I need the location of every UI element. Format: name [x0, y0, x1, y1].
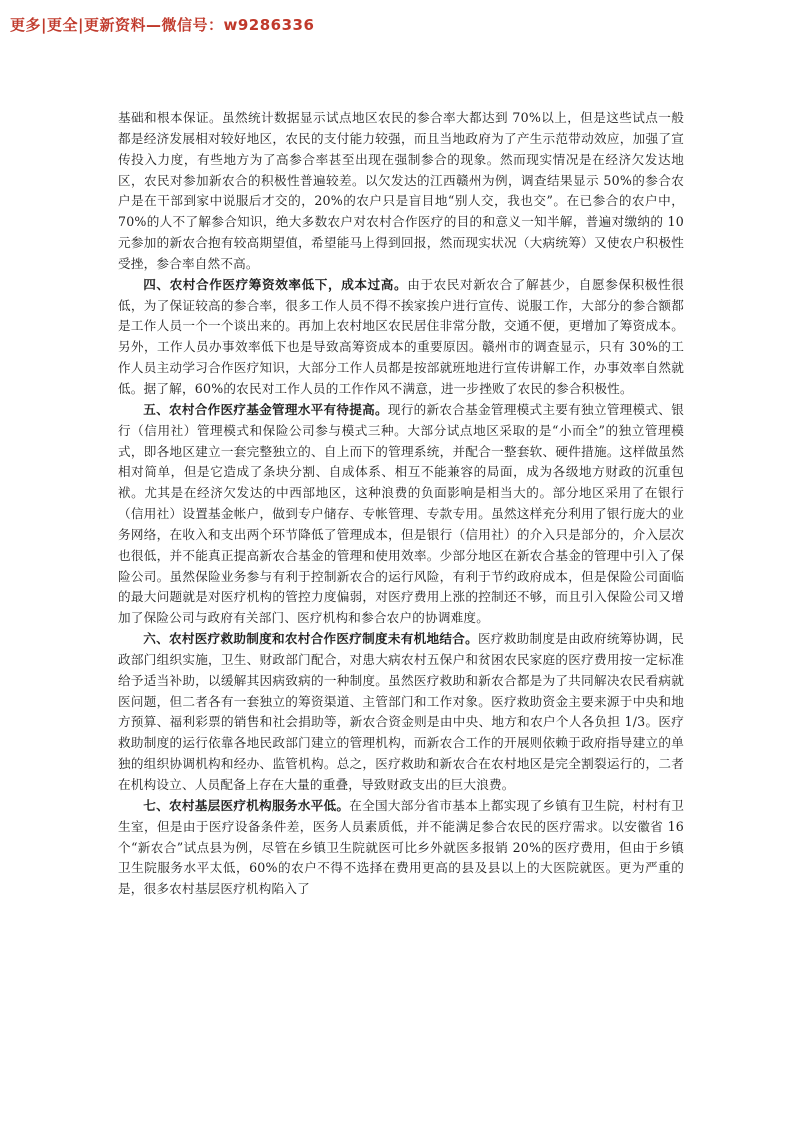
paragraph-participation-rate: 基础和根本保证。虽然统计数据显示试点地区农民的参合率大都达到 70%以上，但是这些试点一般都是经济发展相对较好地区，农民的支付能力较强，而且当地政府为了产生示范带动效应，加强了宣传投入力度，有些地方为了高参合率甚至出现在强制参合的现象。然而现实情况是在经济欠发达地区，农民对参加新农合的积极性普遍较差。以欠发达的江西赣州为例，调查结果显示 50%的参合农户是在干部到家中说服后才交的，20%的农户只是盲目地“别人交，我也交”。在已参合的农户中，70%的人不了解参合知识，绝大多数农户对农村合作医疗的目的和意义一知半解，普遍对缴纳的 10 元参加的新农合抱有较高期望值，希望能马上得到回报，然而现实状况（大病统筹）又使农户积极性受挫，参合率自然不高。 [118, 110, 684, 271]
section-heading-7: 七、农村基层医疗机构服务水平低。 [143, 797, 350, 813]
paragraph-fund-management [118, 400, 684, 629]
section-text-4: 由于农民对新农合了解甚少，自愿参保积极性很低，为了保证较高的参合率，很多工作人员不得不挨家挨户进行宣传、说服工作，大部分的参合额都是工作人员一个一个谈出来的。再加上农村地区农民居住非常分散，交通不便，更增加了筹资成本。另外，工作人员办事效率低下也是导致高筹资成本的重要原因。赣州市的调查显示，只有 30%的工作人员主动学习合作医疗知识，大部分工作人员都是按部就班地进行宣传讲解工作，办事效率自然就低。据了解，60%的农民对工作人员的工作作风不满意，进一步挫败了农民的参合积极性。 [118, 276, 685, 396]
section-heading-5: 五、农村合作医疗基金管理水平有待提高。 [143, 401, 388, 417]
section-heading-6: 六、农村医疗救助制度和农村合作医疗制度未有机地结合。 [143, 631, 479, 647]
section-text-6: 医疗救助制度是由政府统筹协调，民政部门组织实施，卫生、财政部门配合，对患大病农村五保户和贫困农民家庭的医疗费用按一定标准给予适当补助，以缓解其因病致病的一种制度。虽然医疗救助和新农合都是为了共同解决农民看病就医问题，但二者各有一套独立的筹资渠道、主管部门和工作对象。医疗救助资金主要来源于中央和地方预算、福利彩票的销售和社会捐助等，新农合资金则是由中央、地方和农户个人各负担 1/3。医疗救助制度的运行依靠各地民政部门建立的管理机构，而新农合工作的开展则依赖于政府指导建立的单独的组织协调机构和经办、监管机构。总之，医疗救助和新农合在农村地区是完全割裂运行的，二者在机构设立、人员配备上存在大量的重叠，导致财政支出的巨大浪费。 [118, 631, 685, 792]
document-body [118, 108, 684, 900]
wechat-banner: 更多|更全|更新资料—微信号：w9286336 [10, 16, 315, 34]
section-text-7: 在全国大部分省市基本上都实现了乡镇有卫生院，村村有卫生室，但是由于医疗设备条件差，医务人员素质低，并不能满足参合农民的医疗需求。以安徽省 16 个“新农合”试点县为例，尽管在乡镇卫生院就医可比乡外就医多报销 20%的医疗费用，但由于乡镇卫生院服务水平太低，60%的农户不得不选择在费用更高的县及县以上的大医院就医。更为严重的是，很多农村基层医疗机构陷入了 [118, 797, 685, 897]
paragraph-medical-assistance [118, 629, 684, 796]
paragraph-grassroots-service [118, 796, 684, 900]
paragraph-financing-efficiency [118, 275, 684, 400]
section-heading-4: 四、农村合作医疗筹资效率低下，成本过高。 [143, 276, 408, 292]
section-text-5: 现行的新农合基金管理模式主要有独立管理模式、银行（信用社）管理模式和保险公司参与模式三种。大部分试点地区采取的是“小而全”的独立管理模式，即各地区建立一套完整独立的、自上而下的管理系统，并配合一整套软、硬件措施。这样做虽然相对简单，但是它造成了条块分割、自成体系、相互不能兼容的局面，成为各级地方财政的沉重包袱。尤其是在经济欠发达的中西部地区，这种浪费的负面影响是相当大的。部分地区采用了在银行（信用社）设置基金帐户，做到专户储存、专帐管理、专款专用。虽然这样充分利用了银行庞大的业务网络，在收入和支出两个环节降低了管理成本，但是银行（信用社）的介入只是部分的，介入层次也很低，并不能真正提高新农合基金的管理和使用效率。少部分地区在新农合基金的管理中引入了保险公司。虽然保险业务参与有利于控制新农合的运行风险，有利于节约政府成本，但是保险公司面临的最大问题就是对医疗机构的管控力度偏弱，对医疗费用上涨的控制还不够，而且引入保险公司又增加了保险公司与政府有关部门、医疗机构和参合农户的协调难度。 [118, 401, 684, 626]
